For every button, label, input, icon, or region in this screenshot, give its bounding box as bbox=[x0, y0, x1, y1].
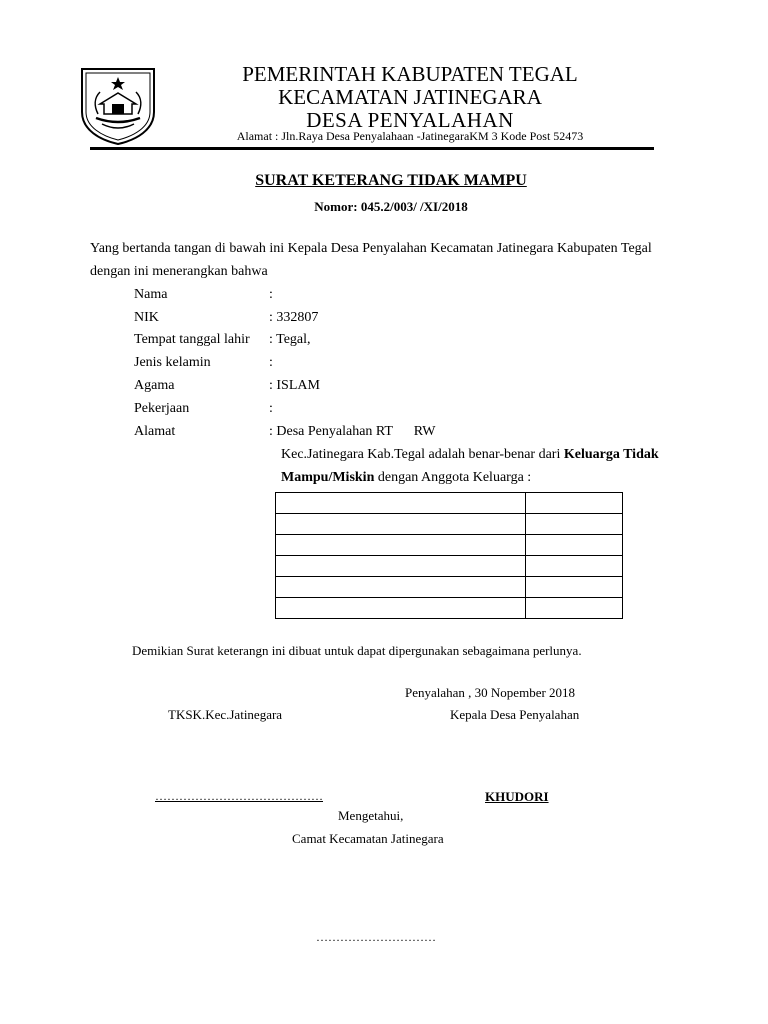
right-signer-title: Kepala Desa Penyalahan bbox=[450, 707, 580, 722]
header-divider bbox=[90, 147, 654, 150]
field-value-religion: : ISLAM bbox=[269, 378, 320, 393]
continuation-bold-2: Mampu/Miskin bbox=[281, 470, 375, 485]
address-continuation-line bbox=[281, 447, 659, 463]
camat-title: Camat Kecamatan Jatinegara bbox=[292, 831, 444, 846]
letter-title: SURAT KETERANG TIDAK MAMPU bbox=[255, 172, 527, 189]
intro-line-1: Yang bertanda tangan di bawah ini Kepala Desa Penyalahan Kecamatan Jatinegara Kabupaten Tegal bbox=[90, 241, 652, 256]
field-label-gender: Jenis kelamin bbox=[134, 355, 211, 370]
family-members-label: dengan Anggota Keluarga : bbox=[374, 470, 532, 485]
table-cell[interactable] bbox=[526, 535, 623, 556]
place-date: Penyalahan , 30 Nopember 2018 bbox=[405, 685, 576, 700]
continuation-bold-1: Keluarga Tidak bbox=[563, 447, 659, 462]
continuation-text: Kec.Jatinegara Kab.Tegal adalah benar-benar dari bbox=[281, 447, 564, 462]
table-cell[interactable] bbox=[276, 556, 526, 577]
table-row bbox=[276, 598, 623, 619]
regency-emblem-logo bbox=[78, 66, 158, 146]
table-cell[interactable] bbox=[526, 556, 623, 577]
table-cell[interactable] bbox=[276, 493, 526, 514]
table-row bbox=[276, 577, 623, 598]
table-cell[interactable] bbox=[526, 493, 623, 514]
header-district: KECAMATAN JATINEGARA bbox=[278, 85, 542, 109]
camat-signer-name: ………………………… bbox=[316, 930, 436, 944]
field-value-birth: : Tegal, bbox=[269, 332, 311, 347]
family-members-line bbox=[281, 470, 531, 486]
table-cell[interactable] bbox=[526, 598, 623, 619]
right-signer-name: KHUDORI bbox=[485, 789, 549, 804]
table-cell[interactable] bbox=[276, 514, 526, 535]
table-row bbox=[276, 556, 623, 577]
letter-number: Nomor: 045.2/003/ /XI/2018 bbox=[314, 199, 468, 214]
field-label-nama: Nama bbox=[134, 287, 168, 302]
field-value-gender: : bbox=[269, 355, 273, 370]
header-village: DESA PENYALAHAN bbox=[306, 108, 514, 132]
field-value-nik: : 332807 bbox=[269, 310, 319, 325]
family-members-table bbox=[275, 492, 623, 619]
table-row bbox=[276, 493, 623, 514]
field-value-nama: : bbox=[269, 287, 273, 302]
left-signer-title: TKSK.Kec.Jatinegara bbox=[168, 707, 283, 722]
table-cell[interactable] bbox=[276, 577, 526, 598]
field-label-nik: NIK bbox=[134, 310, 159, 325]
table-row bbox=[276, 535, 623, 556]
field-label-address: Alamat bbox=[134, 424, 176, 439]
field-label-occupation: Pekerjaan bbox=[134, 401, 190, 416]
field-label-religion: Agama bbox=[134, 378, 175, 393]
field-value-address: : Desa Penyalahan RT RW bbox=[269, 424, 436, 439]
intro-line-2: dengan ini menerangkan bahwa bbox=[90, 264, 268, 279]
table-row bbox=[276, 514, 623, 535]
left-signer-name: …………………………………… bbox=[155, 789, 323, 803]
closing-statement: Demikian Surat keterangn ini dibuat untuk dapat dipergunakan sebagaimana perlunya. bbox=[132, 643, 582, 658]
table-cell[interactable] bbox=[276, 598, 526, 619]
header-government: PEMERINTAH KABUPATEN TEGAL bbox=[242, 62, 578, 86]
field-value-occupation: : bbox=[269, 401, 273, 416]
table-cell[interactable] bbox=[526, 577, 623, 598]
table-cell[interactable] bbox=[276, 535, 526, 556]
field-label-birth: Tempat tanggal lahir bbox=[134, 332, 250, 347]
table-cell[interactable] bbox=[526, 514, 623, 535]
header-address: Alamat : Jln.Raya Desa Penyalahaan -JatinegaraKM 3 Kode Post 52473 bbox=[236, 129, 584, 143]
acknowledged-label: Mengetahui, bbox=[338, 808, 404, 823]
